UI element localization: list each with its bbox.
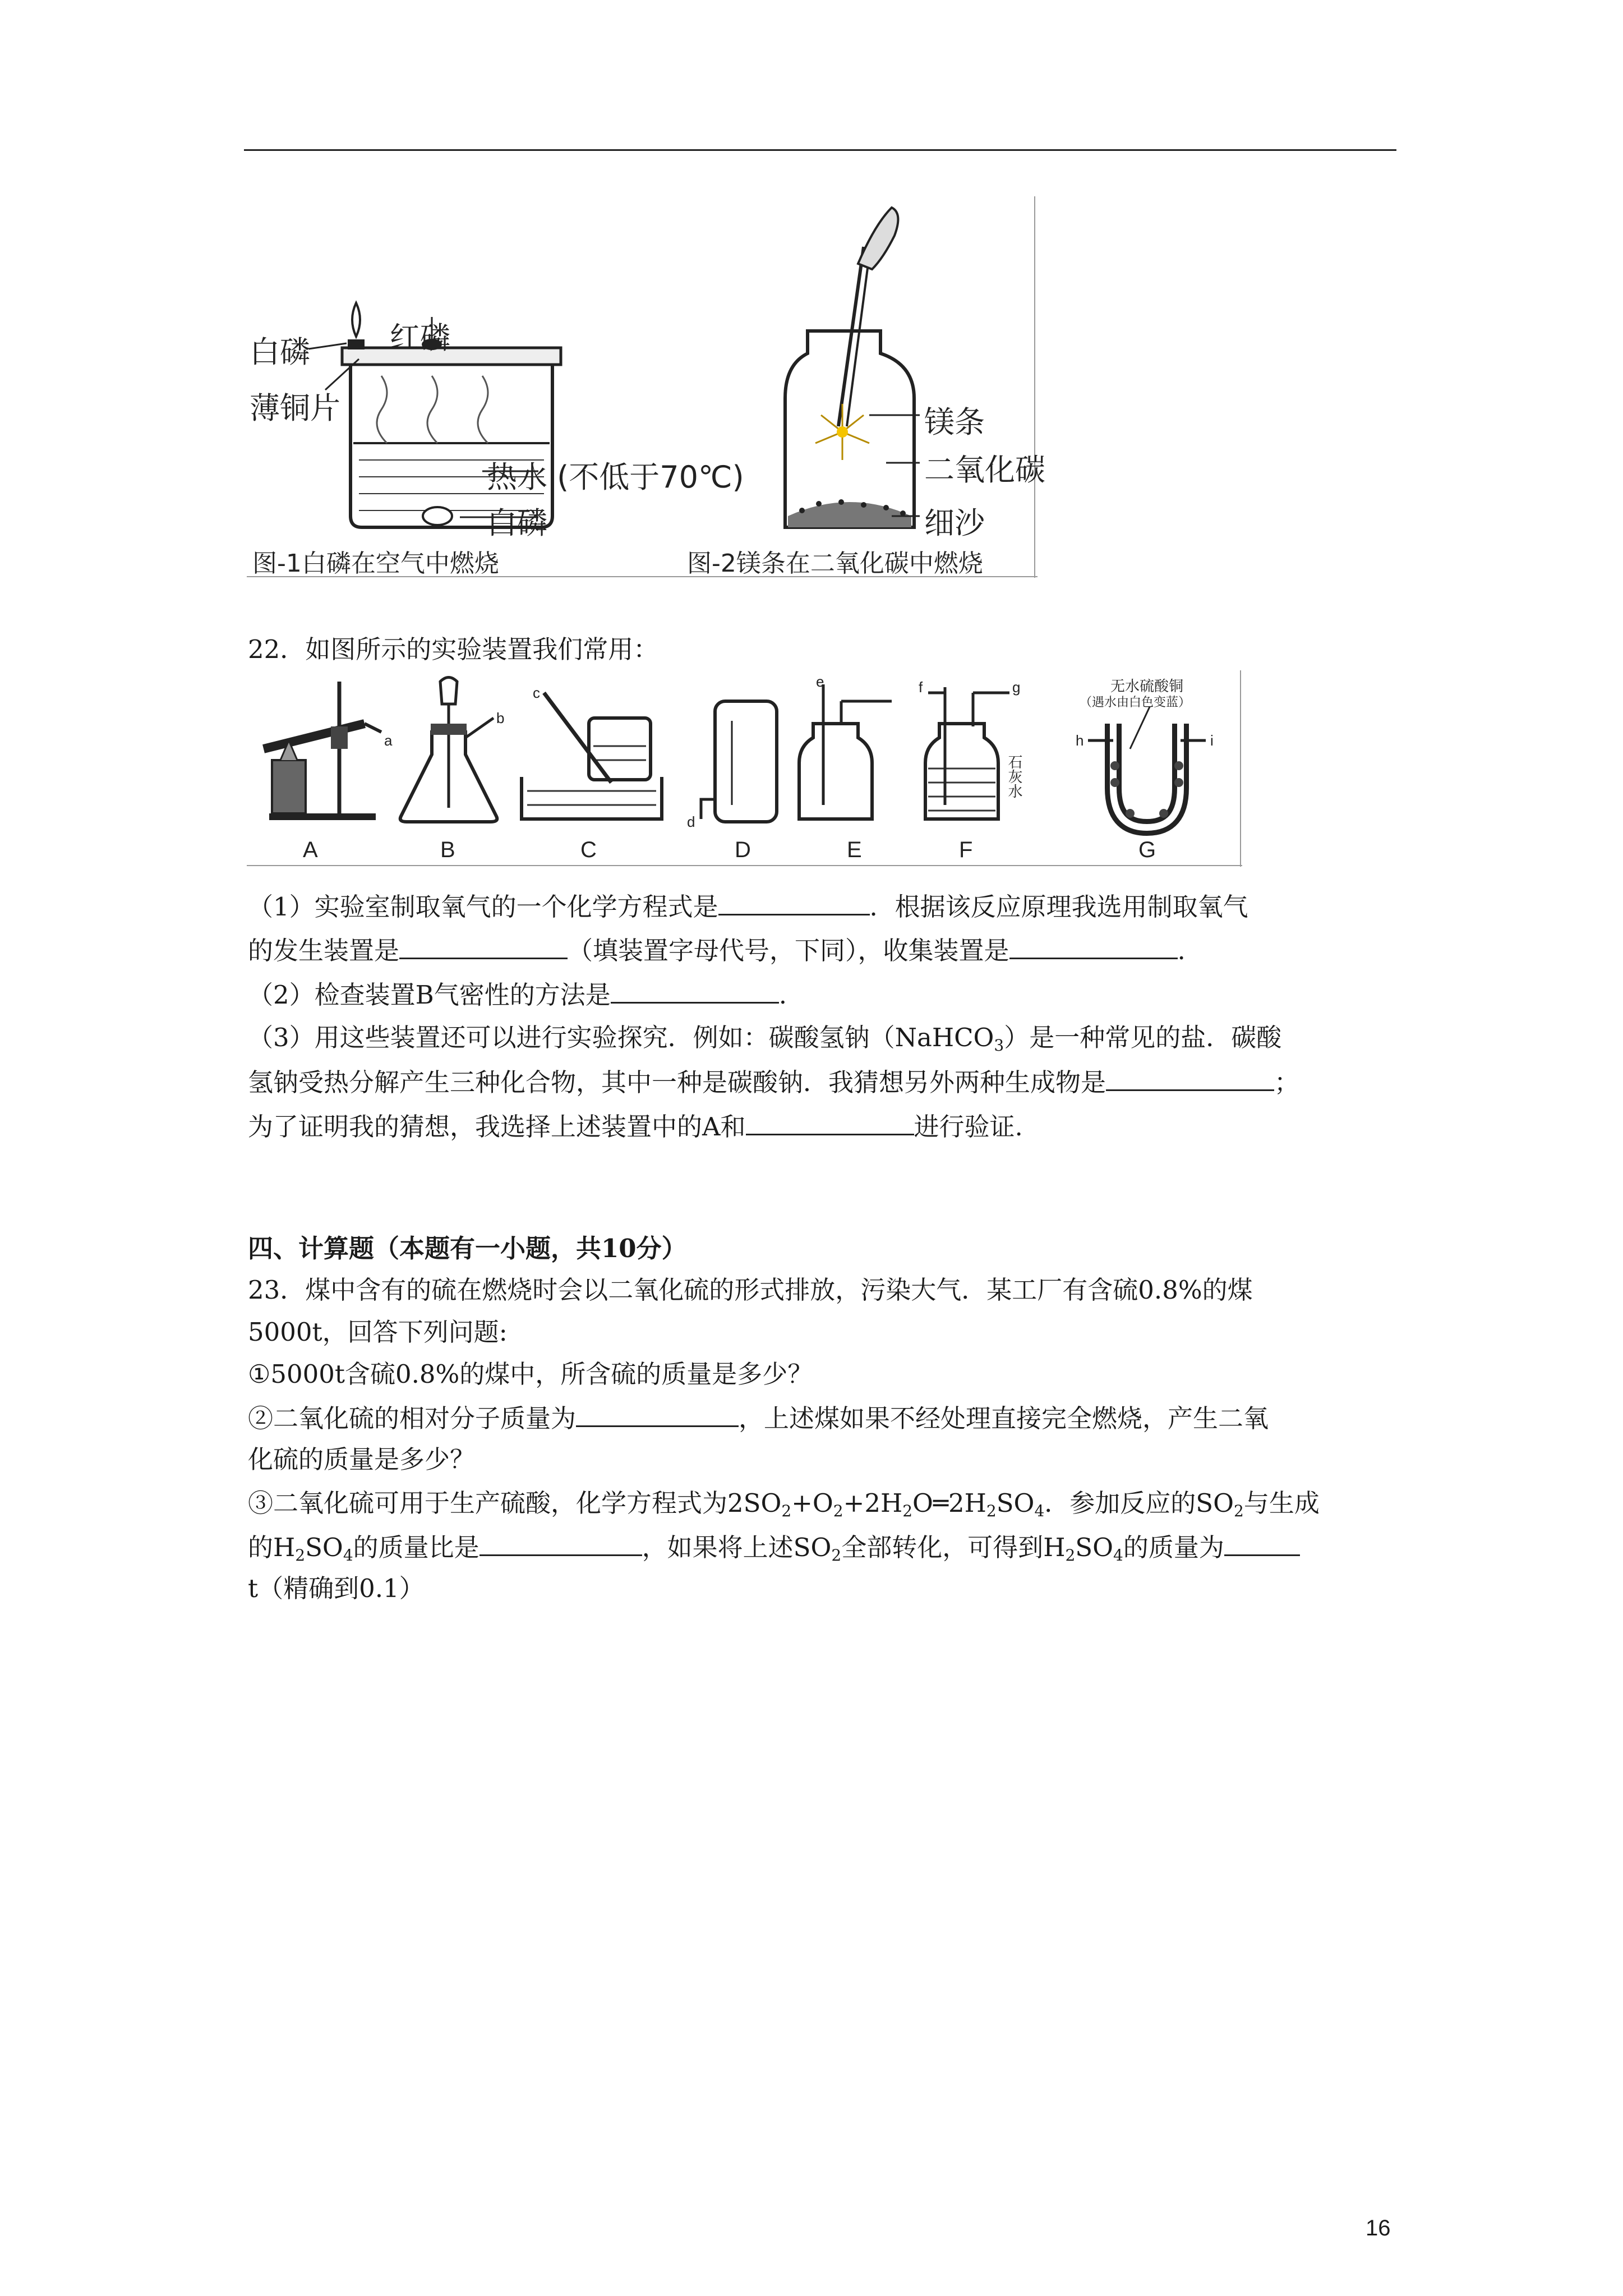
q22-answer-blank-generator[interactable] (399, 933, 568, 959)
port-label-d: d (687, 813, 695, 830)
port-label-a: a (384, 732, 393, 749)
q22-part3-line1: （3）用这些装置还可以进行实验探究．例如：碳酸氢钠（NaHCO$_3$）是一种常见的盐．碳酸 (248, 1023, 1282, 1055)
q23-line8: t（精确到0.1） (248, 1573, 425, 1603)
apparatus-label-b: B (440, 838, 455, 862)
q22-answer-blank-apparatus[interactable] (746, 1109, 914, 1135)
page-number: 16 (1366, 2216, 1391, 2240)
apparatus-label-d: D (735, 838, 751, 862)
q23-line1: 23．煤中含有的硫在燃烧时会以二氧化硫的形式排放，污染大气．某工厂有含硫0.8%的煤 (248, 1275, 1253, 1305)
q23-answer-blank-mass-ratio[interactable] (479, 1530, 642, 1556)
q23-line5: 化硫的质量是多少？ (248, 1444, 476, 1474)
q22-part2: （2）检查装置B气密性的方法是 . (248, 977, 787, 1012)
label-white-phosphorus-top: 白磷 (250, 334, 310, 370)
port-label-h: h (1076, 732, 1084, 749)
label-carbon-dioxide: 二氧化碳 (924, 452, 1045, 487)
figure-apparatus-a-to-g (247, 670, 1242, 867)
figure-combustion-experiments (247, 196, 1045, 578)
q23-line3: ①5000t含硫0.8%的煤中，所含硫的质量是多少？ (248, 1359, 813, 1389)
apparatus-label-c: C (580, 838, 597, 862)
q22-answer-blank-products[interactable] (1106, 1065, 1274, 1091)
cuso4-label: 无水硫酸铜 (1110, 678, 1184, 695)
port-label-g: g (1012, 679, 1021, 696)
q22-part3-line2: 氢钠受热分解产生三种化合物，其中一种是碳酸钠．我猜想另外两种生成物是 ； (248, 1065, 1299, 1099)
q23-line6: ③二氧化硫可用于生产硫酸，化学方程式为$2SO_2+O_2+2H_2O═2H_2SO_4$．参加反应的$SO_2$与生成 (248, 1488, 1320, 1520)
section4-heading: 四、计算题（本题有一小题，共10分） (248, 1234, 687, 1263)
label-copper-sheet: 薄铜片 (250, 390, 340, 426)
caption-fig1: 图-1白磷在空气中燃烧 (252, 549, 499, 578)
label-hot-water: 热水 (不低于70℃) (487, 459, 744, 495)
label-magnesium-strip: 镁条 (924, 404, 985, 440)
q22-part3-line3: 为了证明我的猜想，我选择上述装置中的A和 进行验证. (248, 1109, 1023, 1144)
q23-answer-blank-molar-mass[interactable] (576, 1401, 739, 1427)
cuso4-note: （遇水由白色变蓝） (1080, 696, 1191, 710)
q22-answer-blank-airtightness[interactable] (611, 977, 779, 1004)
port-label-f: f (919, 679, 923, 696)
port-label-b: b (496, 710, 505, 726)
label-fine-sand: 细沙 (924, 505, 985, 541)
q22-part1-line2: 的发生装置是 （填装置字母代号，下同），收集装置是 . (248, 933, 1186, 968)
q23-line4: ②二氧化硫的相对分子质量为 ，上述煤如果不经处理直接完全燃烧，产生二氧 (248, 1401, 1269, 1435)
q22-part1-line1: （1）实验室制取氧气的一个化学方程式是 ．根据该反应原理我选用制取氧气 (248, 889, 1248, 924)
combustion-diagram (247, 196, 1038, 578)
header-rule (244, 149, 1396, 151)
q22-answer-blank-equation[interactable] (718, 889, 870, 915)
q22-stem: 22．如图所示的实验装置我们常用： (248, 634, 659, 664)
label-red-phosphorus: 红磷 (390, 320, 450, 356)
apparatus-label-g: G (1138, 838, 1156, 862)
port-label-i: i (1210, 732, 1214, 749)
caption-fig2: 图-2镁条在二氧化碳中燃烧 (687, 549, 983, 578)
label-white-phosphorus-bottom: 白磷 (487, 505, 547, 541)
q22-answer-blank-collector[interactable] (1009, 933, 1178, 959)
port-label-e: e (816, 673, 824, 690)
port-label-c: c (533, 684, 540, 701)
apparatus-label-e: E (847, 838, 862, 862)
apparatus-label-f: F (959, 838, 973, 862)
q23-line2: 5000t，回答下列问题: (248, 1317, 508, 1347)
q23-answer-blank-h2so4-mass[interactable] (1224, 1530, 1300, 1556)
apparatus-label-a: A (303, 838, 318, 862)
q23-line7: 的$H_2SO_4$的质量比是 ，如果将上述$SO_2$全部转化，可得到$H_2SO_4$的质量为 (248, 1530, 1300, 1572)
limewater-label: 石灰水 (1006, 754, 1022, 798)
